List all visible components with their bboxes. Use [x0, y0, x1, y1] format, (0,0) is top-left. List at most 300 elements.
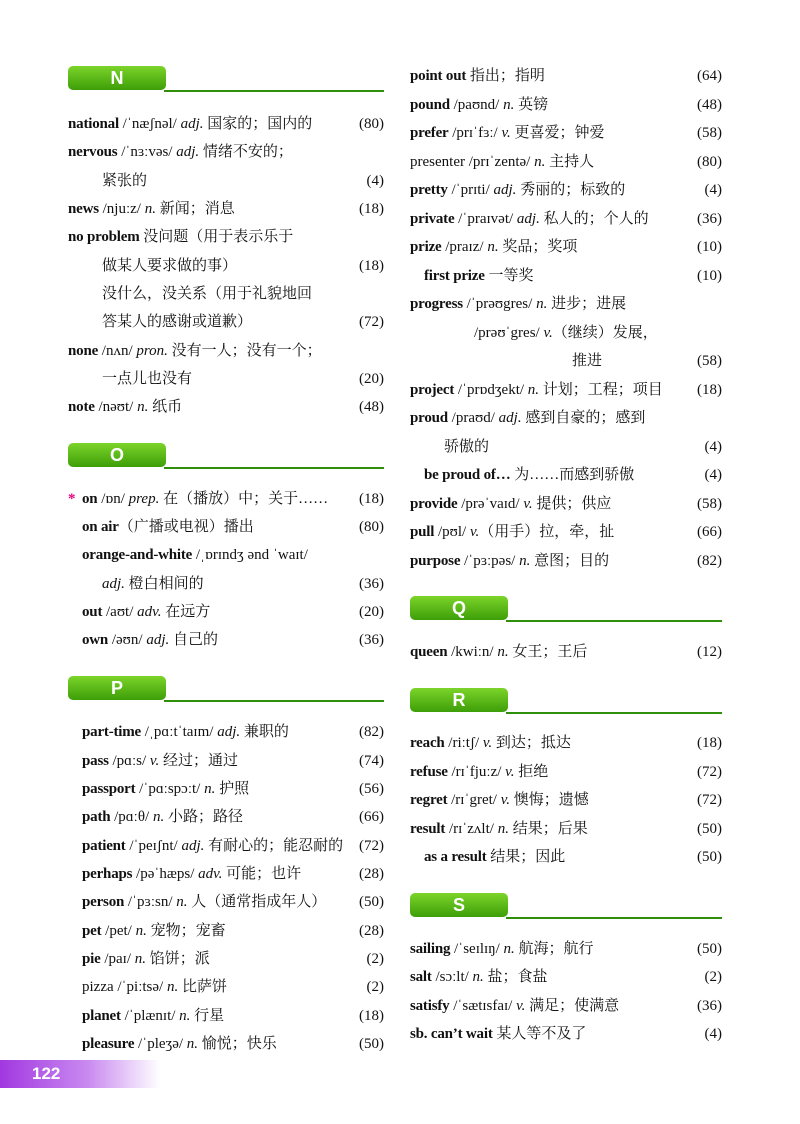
entry-pull — [410, 522, 722, 542]
headword: pie — [82, 951, 101, 967]
part-of-speech: n. — [536, 296, 548, 312]
page-ref: (36) — [697, 211, 722, 227]
page-ref: (18) — [359, 258, 384, 274]
entry-prefer — [410, 123, 722, 143]
headword: provide — [410, 496, 458, 512]
part-of-speech: adj. — [498, 410, 522, 426]
definition: 在（播放）中；关于…… — [159, 491, 329, 507]
phonetic: /pɑːs/ — [108, 753, 150, 769]
definition: 新闻；消息 — [155, 201, 235, 217]
entry-orange-and-white-cont — [68, 574, 384, 594]
part-of-speech: n. — [144, 201, 156, 217]
page-ref: (12) — [697, 644, 722, 660]
definition: 橙白相间的 — [124, 576, 204, 592]
phonetic: /ˈprəʊgres/ — [462, 296, 537, 312]
definition: 可能；也许 — [222, 866, 302, 882]
entry-on-air — [68, 517, 384, 537]
entry-refuse — [410, 762, 722, 782]
entry-none-cont — [68, 369, 384, 389]
page-ref: (66) — [697, 524, 722, 540]
definition: 提供；供应 — [532, 496, 612, 512]
section-header-n — [68, 66, 384, 92]
definition: 进步；进展 — [547, 296, 627, 312]
definition: 有耐心的；能忍耐的 — [204, 838, 344, 854]
entry-no-problem-cont — [68, 284, 384, 304]
page-ref: (4) — [366, 173, 384, 189]
entry-sailing — [410, 939, 722, 959]
entry-pretty — [410, 180, 722, 200]
definition: 做某人要求做的事） — [102, 258, 238, 274]
definition: 懊悔；遗憾 — [510, 792, 589, 808]
headword: news — [68, 201, 99, 217]
definition: 行星 — [190, 1008, 225, 1024]
entry-progress-cont — [410, 323, 722, 343]
definition: （继续）发展， — [552, 325, 658, 341]
entry-pizza — [68, 977, 384, 997]
headword: pound — [410, 97, 450, 113]
entry-pass — [68, 751, 384, 771]
headword: on air — [82, 519, 119, 535]
headword: out — [82, 604, 103, 620]
definition: 国家的；国内的 — [203, 116, 313, 132]
definition: 满足；使满意 — [525, 998, 620, 1014]
definition: 一等奖 — [484, 268, 534, 284]
phonetic: /ˈseɪlɪŋ/ — [450, 941, 504, 957]
page-ref: (80) — [697, 154, 722, 170]
phonetic: /praʊd/ — [447, 410, 499, 426]
phonetic: /ˈnɜːvəs/ — [117, 144, 177, 160]
phonetic: /pɑːθ/ — [110, 809, 153, 825]
entry-own — [68, 630, 384, 650]
part-of-speech: n. — [166, 979, 179, 995]
page-ref: (48) — [697, 97, 722, 113]
definition: 宠物；宠畜 — [146, 923, 226, 939]
page-ref: (64) — [697, 68, 722, 84]
page-ref: (18) — [359, 491, 384, 507]
page-ref: (4) — [704, 182, 722, 198]
part-of-speech: n. — [152, 809, 165, 825]
phonetic: /prɪˈzentə/ — [464, 154, 535, 170]
headword: none — [68, 343, 99, 359]
part-of-speech: n. — [204, 781, 216, 797]
phonetic: /paʊnd/ — [449, 97, 504, 113]
entry-pet — [68, 921, 384, 941]
definition: 情绪不安的； — [199, 144, 293, 160]
definition: 小路；路径 — [164, 809, 243, 825]
headword: refuse — [410, 764, 448, 780]
part-of-speech: n. — [137, 399, 149, 415]
phonetic: /ˈpleʒə/ — [134, 1036, 187, 1052]
phonetic: /nʌn/ — [98, 343, 137, 359]
headword: purpose — [410, 553, 461, 569]
definition: 秀丽的；标致的 — [516, 182, 626, 198]
headword: nervous — [68, 144, 118, 160]
section-header-r — [410, 688, 722, 714]
page-ref: (20) — [359, 371, 384, 387]
phonetic: /pəˈhæps/ — [132, 866, 199, 882]
phonetic: /əʊn/ — [108, 632, 147, 648]
headword: presenter — [410, 154, 465, 170]
phonetic: /rɪˈgret/ — [447, 792, 501, 808]
headword: point out — [410, 68, 467, 84]
definition: 女王；王后 — [508, 644, 588, 660]
page-ref: (48) — [359, 399, 384, 415]
definition: 纸币 — [148, 399, 183, 415]
section-tab: R — [410, 688, 508, 712]
phonetic: /ˈplænɪt/ — [120, 1008, 180, 1024]
phonetic: /ˈpeɪʃnt/ — [125, 838, 182, 854]
part-of-speech: v. — [482, 735, 493, 751]
section-header-p — [68, 676, 384, 702]
part-of-speech: adj. — [217, 724, 241, 740]
definition: 结果；后果 — [508, 821, 588, 837]
part-of-speech: n. — [487, 239, 499, 255]
entry-purpose — [410, 551, 722, 571]
section-rule — [506, 712, 722, 714]
part-of-speech: adj. — [516, 211, 540, 227]
definition: 馅饼；派 — [146, 951, 210, 967]
section-tab: S — [410, 893, 508, 917]
definition: 护照 — [215, 781, 250, 797]
entry-orange-and-white — [68, 545, 384, 565]
page-ref: (58) — [697, 496, 722, 512]
entry-pie — [68, 949, 384, 969]
page-ref: (2) — [704, 969, 722, 985]
phonetic: /pet/ — [101, 923, 136, 939]
part-of-speech: n. — [534, 154, 546, 170]
entry-progress-cont — [410, 351, 722, 371]
part-of-speech: v. — [543, 325, 553, 341]
definition: 没问题（用于表示乐于 — [139, 229, 294, 245]
headword: pretty — [410, 182, 448, 198]
headword: part-time — [82, 724, 142, 740]
section-tab: N — [68, 66, 166, 90]
headword: sailing — [410, 941, 451, 957]
definition: 推进 — [572, 353, 603, 369]
phonetic: /nəʊt/ — [94, 399, 138, 415]
headword: no problem — [68, 229, 140, 245]
phonetic: /ˈprɪti/ — [447, 182, 494, 198]
definition: 紧张的 — [102, 173, 148, 189]
part-of-speech: adv. — [137, 604, 162, 620]
section-tab: P — [68, 676, 166, 700]
headword: person — [82, 894, 125, 910]
headword: regret — [410, 792, 448, 808]
entry-progress — [410, 294, 722, 314]
definition: 结果；因此 — [486, 849, 566, 865]
entry-no-problem — [68, 227, 384, 247]
section-tab: O — [68, 443, 166, 467]
headword: national — [68, 116, 119, 132]
phonetic: /sɔːlt/ — [431, 969, 473, 985]
definition: 私人的；个人的 — [539, 211, 649, 227]
part-of-speech: n. — [503, 97, 515, 113]
page-ref: (58) — [697, 125, 722, 141]
entry-be-proud-of — [410, 465, 722, 485]
headword: patient — [82, 838, 126, 854]
definition: 英镑 — [514, 97, 549, 113]
headword: first prize — [424, 268, 485, 284]
entry-proud-cont — [410, 437, 722, 457]
headword: reach — [410, 735, 445, 751]
part-of-speech: n. — [497, 821, 509, 837]
entry-perhaps — [68, 864, 384, 884]
entry-proud — [410, 408, 722, 428]
page-ref: (80) — [359, 519, 384, 535]
phonetic: /rɪˈzʌlt/ — [445, 821, 498, 837]
headword: progress — [410, 296, 463, 312]
definition: 答某人的感谢或道歉） — [102, 314, 253, 330]
page-number-bar — [0, 1060, 160, 1088]
entry-as-a-result — [410, 847, 722, 867]
definition: 到达；抵达 — [492, 735, 571, 751]
page-ref: (18) — [359, 201, 384, 217]
definition: 比萨饼 — [178, 979, 227, 995]
part-of-speech: v. — [469, 524, 480, 540]
headword: pleasure — [82, 1036, 135, 1052]
part-of-speech: adj. — [180, 116, 204, 132]
page-ref: (18) — [359, 1008, 384, 1024]
part-of-speech: pron. — [136, 343, 168, 359]
part-of-speech: n. — [186, 1036, 199, 1052]
entry-news — [68, 199, 384, 219]
definition: 主持人 — [545, 154, 595, 170]
page-ref: (10) — [697, 268, 722, 284]
definition: 人（通常指成年人） — [187, 894, 327, 910]
headword: pull — [410, 524, 435, 540]
page-ref: (82) — [359, 724, 384, 740]
phonetic: /aʊt/ — [102, 604, 138, 620]
page-ref: (36) — [359, 632, 384, 648]
entry-no-problem-cont — [68, 312, 384, 332]
definition: 奖品；奖项 — [498, 239, 578, 255]
definition: 经过；通过 — [159, 753, 238, 769]
part-of-speech: n. — [497, 644, 509, 660]
headword: note — [68, 399, 95, 415]
part-of-speech: adj. — [102, 576, 125, 592]
headword: salt — [410, 969, 432, 985]
page-ref: (4) — [704, 439, 722, 455]
headword: private — [410, 211, 455, 227]
page-ref: (36) — [359, 576, 384, 592]
page-ref: (18) — [697, 382, 722, 398]
page-ref: (50) — [359, 1036, 384, 1052]
headword: prize — [410, 239, 442, 255]
headword: pet — [82, 923, 102, 939]
phonetic: /ˈpiːtsə/ — [113, 979, 167, 995]
star-mark: * — [68, 491, 76, 507]
entry-first-prize — [410, 266, 722, 286]
entry-reach — [410, 733, 722, 753]
headword: pizza — [82, 979, 114, 995]
headword: own — [82, 632, 109, 648]
entry-on — [68, 489, 384, 509]
phonetic: /kwiːn/ — [447, 644, 498, 660]
entry-pleasure — [68, 1034, 384, 1054]
entry-nervous-cont — [68, 171, 384, 191]
part-of-speech: v. — [500, 792, 511, 808]
page-ref: (82) — [697, 553, 722, 569]
phonetic: /ˈnæʃnəl/ — [118, 116, 181, 132]
definition: 为……而感到骄傲 — [510, 467, 635, 483]
definition: 没有一人；没有一个； — [167, 343, 322, 359]
entry-provide — [410, 494, 722, 514]
headword: pass — [82, 753, 109, 769]
headword: prefer — [410, 125, 449, 141]
page-ref: (74) — [359, 753, 384, 769]
section-tab: Q — [410, 596, 508, 620]
page-ref: (28) — [359, 866, 384, 882]
headword: planet — [82, 1008, 121, 1024]
definition: 拒绝 — [514, 764, 549, 780]
definition: 指出；指明 — [466, 68, 545, 84]
headword: queen — [410, 644, 448, 660]
section-rule — [506, 917, 722, 919]
section-rule — [164, 700, 384, 702]
part-of-speech: n. — [503, 941, 515, 957]
entry-result — [410, 819, 722, 839]
page-ref: (2) — [366, 979, 384, 995]
definition: （广播或电视）播出 — [118, 519, 254, 535]
phonetic: /paɪ/ — [100, 951, 135, 967]
definition: 没什么，没关系（用于礼貌地回 — [102, 286, 313, 302]
entry-patient — [68, 836, 384, 856]
phonetic: /prəʊˈgres/ — [474, 325, 544, 341]
page-ref: (50) — [697, 941, 722, 957]
entry-planet — [68, 1006, 384, 1026]
entry-project — [410, 380, 722, 400]
phonetic: /ˈprɒdʒekt/ — [454, 382, 528, 398]
entry-none — [68, 341, 384, 361]
headword: perhaps — [82, 866, 133, 882]
phonetic: /ˈsætɪsfaɪ/ — [449, 998, 517, 1014]
page-ref: (72) — [359, 838, 384, 854]
entry-nervous — [68, 142, 384, 162]
page-number: 122 — [32, 1064, 61, 1083]
entry-sb-cant-wait — [410, 1024, 722, 1044]
page-ref: (72) — [359, 314, 384, 330]
entry-salt — [410, 967, 722, 987]
entry-passport — [68, 779, 384, 799]
entry-part-time — [68, 722, 384, 742]
page-ref: (66) — [359, 809, 384, 825]
phonetic: /ˈpraɪvət/ — [454, 211, 517, 227]
part-of-speech: n. — [179, 1008, 191, 1024]
headword: on — [82, 491, 98, 507]
part-of-speech: v. — [149, 753, 160, 769]
entry-point-out — [410, 66, 722, 86]
page-ref: (36) — [697, 998, 722, 1014]
entry-satisfy — [410, 996, 722, 1016]
headword: be proud of… — [424, 467, 511, 483]
entry-regret — [410, 790, 722, 810]
phonetic: /ˈpɑːspɔːt/ — [135, 781, 205, 797]
page-ref: (50) — [359, 894, 384, 910]
phonetic: /ˈpɜːsn/ — [124, 894, 177, 910]
phonetic: /ˌɒrɪndʒ ənd ˈwaɪt/ — [192, 547, 308, 563]
headword: result — [410, 821, 446, 837]
definition: 更喜爱；钟爱 — [510, 125, 605, 141]
definition: 一点儿也没有 — [102, 371, 193, 387]
part-of-speech: n. — [527, 382, 540, 398]
part-of-speech: adj. — [493, 182, 517, 198]
page-ref: (56) — [359, 781, 384, 797]
section-header-o — [68, 443, 384, 469]
entry-presenter — [410, 152, 722, 172]
definition: （用手）拉，牵，扯 — [479, 524, 615, 540]
definition: 骄傲的 — [444, 439, 490, 455]
headword: proud — [410, 410, 448, 426]
part-of-speech: n. — [134, 951, 146, 967]
definition: 兼职的 — [240, 724, 289, 740]
phonetic: /njuːz/ — [98, 201, 145, 217]
page-ref: (18) — [697, 735, 722, 751]
part-of-speech: n. — [519, 553, 531, 569]
phonetic: /rɪˈfjuːz/ — [447, 764, 506, 780]
phonetic: /ˌpɑːtˈtaɪm/ — [141, 724, 218, 740]
headword: passport — [82, 781, 136, 797]
page-ref: (50) — [697, 849, 722, 865]
page-ref: (58) — [697, 353, 722, 369]
definition: 意图；目的 — [530, 553, 610, 569]
definition: 愉悦；快乐 — [198, 1036, 277, 1052]
headword: path — [82, 809, 111, 825]
definition: 某人等不及了 — [492, 1026, 587, 1042]
page-ref: (20) — [359, 604, 384, 620]
entry-pound — [410, 95, 722, 115]
headword: as a result — [424, 849, 487, 865]
part-of-speech: n. — [472, 969, 484, 985]
part-of-speech: v. — [505, 764, 515, 780]
page-ref: (10) — [697, 239, 722, 255]
page-ref: (72) — [697, 792, 722, 808]
definition: 自己的 — [169, 632, 218, 648]
part-of-speech: adj. — [146, 632, 170, 648]
part-of-speech: v. — [516, 998, 526, 1014]
section-rule — [506, 620, 722, 622]
phonetic: /ɒn/ — [97, 491, 129, 507]
definition: 盐；食盐 — [483, 969, 548, 985]
page-ref: (4) — [704, 1026, 722, 1042]
part-of-speech: adj. — [176, 144, 200, 160]
definition: 航海；航行 — [514, 941, 594, 957]
page-ref: (4) — [704, 467, 722, 483]
phonetic: /prɪˈfɜː/ — [448, 125, 502, 141]
entry-out — [68, 602, 384, 622]
part-of-speech: n. — [135, 923, 147, 939]
entry-no-problem-cont — [68, 256, 384, 276]
entry-person — [68, 892, 384, 912]
page-ref: (50) — [697, 821, 722, 837]
definition: 在远方 — [161, 604, 211, 620]
entry-national — [68, 114, 384, 134]
part-of-speech: v. — [501, 125, 511, 141]
headword: sb. can’t wait — [410, 1026, 493, 1042]
entry-prize — [410, 237, 722, 257]
phonetic: /pʊl/ — [434, 524, 470, 540]
phonetic: /prəˈvaɪd/ — [457, 496, 524, 512]
part-of-speech: prep. — [128, 491, 160, 507]
entry-note — [68, 397, 384, 417]
page-ref: (80) — [359, 116, 384, 132]
section-header-q — [410, 596, 722, 622]
phonetic: /praɪz/ — [441, 239, 488, 255]
entry-queen — [410, 642, 722, 662]
section-header-s — [410, 893, 722, 919]
part-of-speech: n. — [176, 894, 188, 910]
headword: satisfy — [410, 998, 450, 1014]
section-rule — [164, 90, 384, 92]
